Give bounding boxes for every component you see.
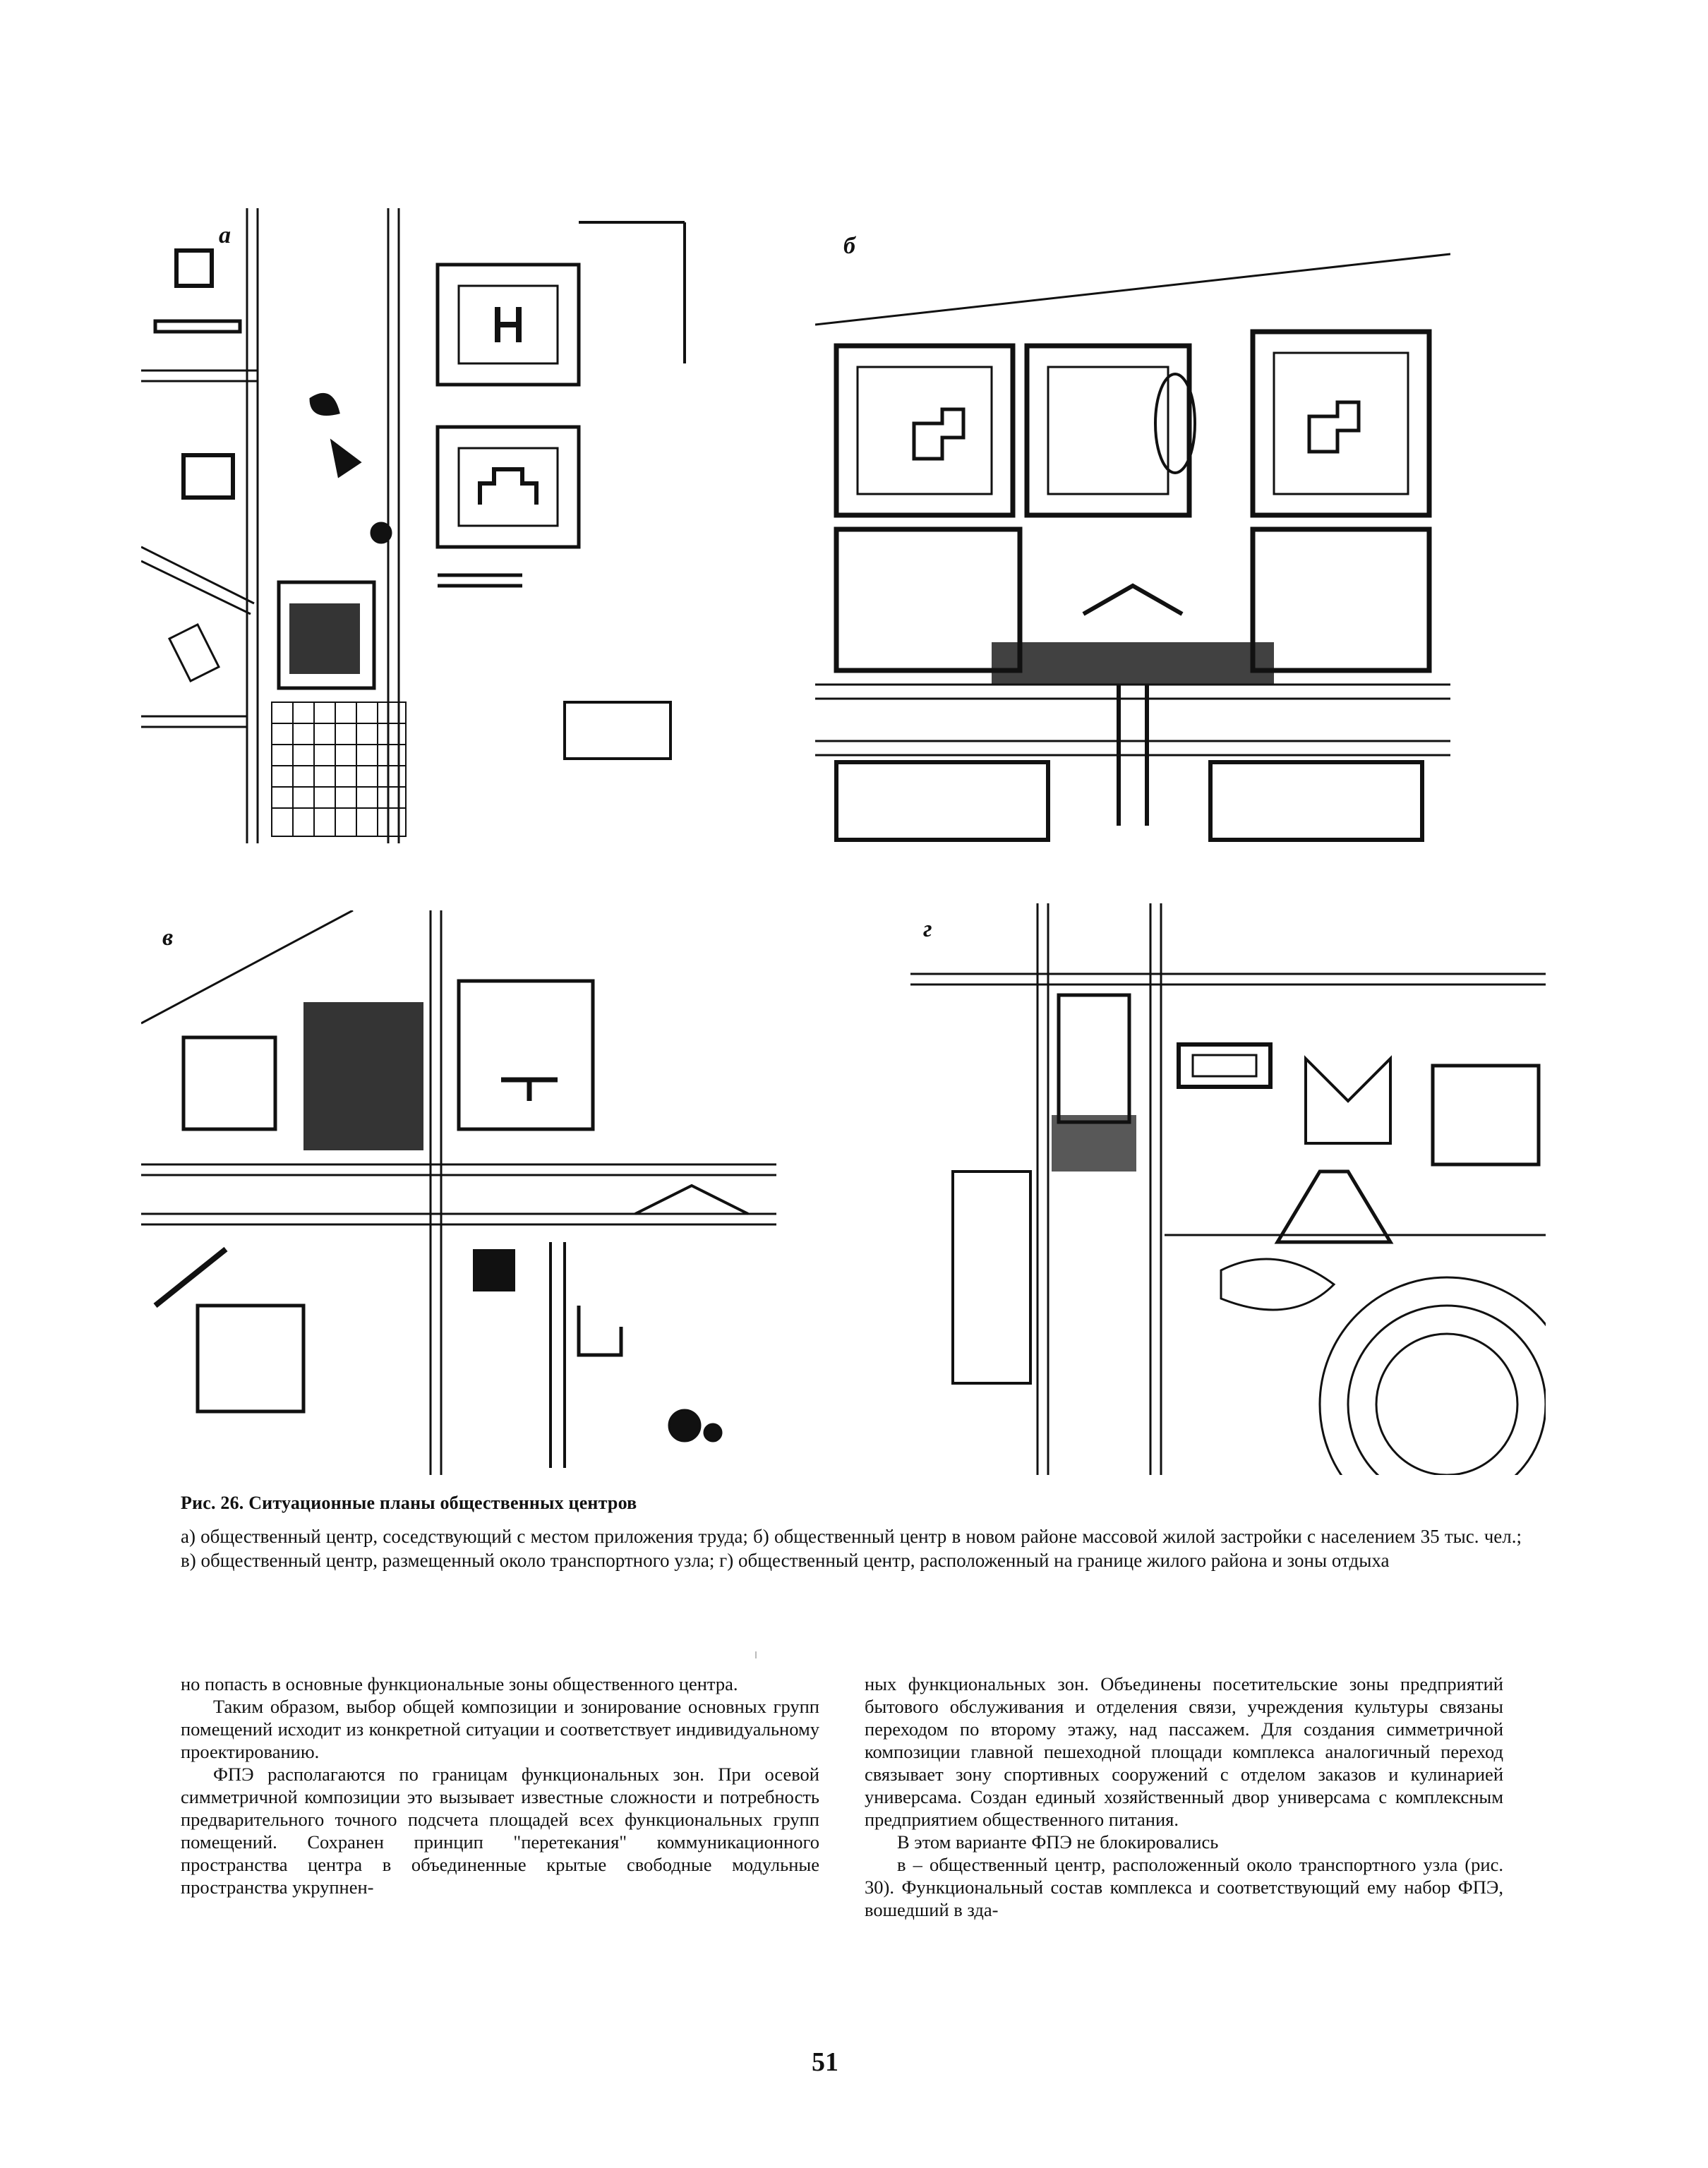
figure-caption-title: Рис. 26. Ситуационные планы общественных центров	[181, 1493, 637, 1513]
divider	[755, 1651, 757, 1658]
paragraph: Таким образом, выбор общей композиции и зонирование основных групп помещений исходит из конкретной ситуации и соответствует индивидуальному проектированию.	[181, 1696, 819, 1762]
paragraph: в – общественный центр, расположенный около транспортного узла (рис. 30). Функциональный состав комплекса и соответствующий ему набор ФПЭ, вошедший в зда-	[865, 1854, 1503, 1920]
site-plan-g	[910, 903, 1546, 1475]
paragraph: В этом варианте ФПЭ не блокировались	[897, 1831, 1219, 1853]
site-plan-v	[141, 910, 776, 1475]
paragraph: ных функциональных зон. Объединены посетительские зоны предприятий бытового обслуживания и отделения связи, учреждения культуры связаны переходом по второму этажу, над пассажем. Для создания симметричной композиции главной пешеходной площади комплекса аналогичный переход связывает зону спортивных сооружений с отделом заказов и кулинарией универсама. Создан единый хозяйственный двор универсама с комплексным предприятием общественного питания.	[865, 1673, 1503, 1830]
plan-label: г	[923, 916, 932, 942]
paragraph: ФПЭ располагаются по границам функциональных зон. При осевой симметричной композиции это вызывает известные сложности и потребность предварительного точного подсчета площадей всех функциональных групп помещений. Сохранен принцип "перетекания" коммуникационного пространства центра в объединенные крытые свободные модульные пространства укрупнен-	[181, 1764, 819, 1898]
text-column-left	[181, 1673, 819, 1898]
plan-label: б	[843, 233, 855, 259]
plan-label: в	[162, 925, 174, 951]
site-plan-b	[815, 219, 1450, 847]
paragraph: но попасть в основные функциональные зоны общественного центра.	[181, 1673, 738, 1694]
plan-label: а	[219, 222, 231, 248]
text-column-right	[865, 1673, 1503, 1921]
site-plan-a	[141, 208, 776, 843]
page-number: 51	[812, 2047, 838, 2077]
figure-caption-body: а) общественный центр, соседствующий с местом приложения труда; б) общественный центр в новом районе массовой жилой застройки с населением 35 тыс. чел.; в) общественный центр, размещенный около транспортного узла; г) общественный центр, расположенный на границе жилого района и зоны отдыха	[181, 1526, 1522, 1571]
